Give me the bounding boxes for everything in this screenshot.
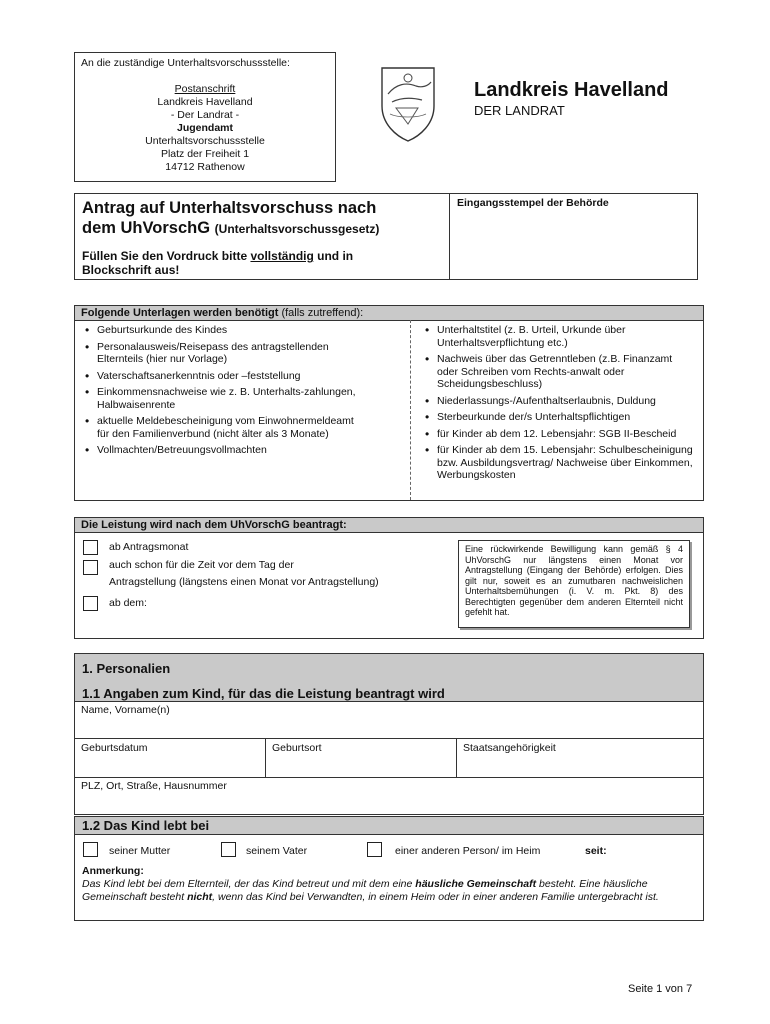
stamp-box [449, 193, 698, 280]
documents-heading-bold: Folgende Unterlagen werden benötigt [81, 307, 279, 319]
coat-of-arms-icon [378, 64, 438, 144]
address-lines [75, 83, 335, 174]
instr-post: und in [313, 249, 354, 263]
list-item: • aktuelle Meldebescheinigung vom Einwohnermeldeamt für den Familienverbund (nicht älter als 3 Monate) [85, 415, 360, 440]
list-item: • Unterhaltstitel (z. B. Urteil, Urkunde über Unterhaltsverpflichtung etc.) [425, 324, 695, 349]
form-title-line1: Antrag auf Unterhaltsvorschuss nach [82, 199, 377, 217]
nationality-label: Staatsangehörigkeit [463, 742, 556, 754]
instr-underline: vollständig [250, 249, 314, 263]
list-item: • Geburtsurkunde des Kindes [85, 324, 360, 337]
label-andere-person: einer anderen Person/ im Heim [395, 845, 541, 857]
documents-heading-normal: (falls zutreffend): [278, 307, 364, 319]
list-item: • Vaterschaftsanerkenntnis oder –feststellung [85, 370, 360, 383]
label-vater: seinem Vater [246, 845, 308, 857]
address-line-postanschrift: Postanschrift [174, 83, 236, 95]
list-item: • für Kinder ab dem 15. Lebensjahr: Schulbescheinigung bzw. Ausbildungsvertrag/ Nachweise über Einkommen, Werbungskosten [425, 444, 695, 482]
note-text [82, 878, 697, 903]
leistung-header: Die Leistung wird nach dem UhVorschG beantragt: [74, 517, 704, 533]
title-box [74, 193, 450, 280]
note-bold-1: häusliche Gemeinschaft [415, 878, 537, 890]
documents-header [74, 305, 704, 321]
label-mutter: seiner Mutter [109, 845, 171, 857]
address-heading: An die zuständige Unterhaltsvorschussstelle: [81, 57, 290, 69]
documents-left-list [85, 324, 360, 461]
name-field[interactable] [74, 701, 704, 739]
list-item: • Niederlassungs-/Aufenthaltserlaubnis, Duldung [425, 395, 695, 408]
stamp-label: Eingangsstempel der Behörde [457, 197, 609, 209]
birthplace-label: Geburtsort [272, 742, 322, 754]
list-item: • Nachweis über das Getrenntleben (z.B. Finanzamt oder Schreiben vom Rechts-anwalt oder Scheidungsbeschluss) [425, 353, 695, 391]
label-rueckwirkend-b: Antragstellung (längstens einen Monat vor Antragstellung) [109, 576, 379, 588]
name-label: Name, Vorname(n) [81, 704, 170, 716]
note-heading: Anmerkung: [82, 865, 144, 877]
label-seit: seit: [585, 845, 607, 857]
address-line-landkreis: Landkreis Havelland [157, 96, 253, 108]
list-item: • Einkommensnachweise wie z. B. Unterhalts-zahlungen, Halbwaisenrente [85, 386, 360, 411]
personalien-heading: 1. Personalien [82, 661, 171, 676]
address-label: PLZ, Ort, Straße, Hausnummer [81, 780, 227, 792]
form-title-act-full: (Unterhaltsvorschussgesetz) [214, 222, 380, 236]
birthdate-field[interactable] [74, 738, 266, 778]
instr-line2: Blockschrift aus! [82, 263, 180, 277]
form-title [82, 198, 379, 239]
address-line-landrat: - Der Landrat - [170, 109, 240, 121]
authority-sub: DER LANDRAT [474, 103, 565, 118]
note-bold-2: nicht [187, 890, 213, 903]
address-box [74, 52, 336, 182]
list-item: • Vollmachten/Betreuungsvollmachten [85, 444, 360, 457]
instr-pre: Füllen Sie den Vordruck bitte [82, 249, 251, 263]
address-line-jugendamt: Jugendamt [176, 122, 233, 134]
leistung-box [74, 532, 704, 639]
label-rueckwirkend-a: auch schon für die Zeit vor dem Tag der [109, 559, 294, 571]
list-item: • Sterbeurkunde der/s Unterhaltspflichtigen [425, 411, 695, 424]
form-title-act: dem UhVorschG [82, 219, 211, 237]
checkbox-vater[interactable] [221, 842, 236, 857]
label-ab-antragsmonat: ab Antragsmonat [109, 541, 189, 553]
documents-right-list [425, 324, 695, 486]
birthplace-field[interactable] [265, 738, 457, 778]
list-item: • Personalausweis/Reisepass des antragstellenden Elternteils (hier nur Vorlage) [85, 341, 360, 366]
address-line-stelle: Unterhaltsvorschussstelle [145, 135, 265, 147]
form-instruction [82, 249, 353, 277]
checkbox-mutter[interactable] [83, 842, 98, 857]
birthdate-label: Geburtsdatum [81, 742, 148, 754]
checkbox-ab-dem[interactable] [83, 596, 98, 611]
retro-note: Eine rückwirkende Bewilligung kann gemäß § 4 UhVorschG nur längstens einen Monat vor Antragstellung (Eingang der Behörde) erfolgen. Dies gilt nur, soweit es an zumutbaren nachweislichen Unterhaltsbemühungen (i. V. m. Pkt. 8) des Berechtigten gegenüber dem anderen Elternteil nicht gefehlt hat. [458, 540, 690, 628]
checkbox-rueckwirkend[interactable] [83, 560, 98, 575]
note-text-1: Das Kind lebt bei dem Elternteil, der das Kind betreut und mit dem eine [82, 878, 416, 890]
page-number: Seite 1 von 7 [628, 983, 693, 995]
note-text-3: , wenn das Kind bei Verwandten, in einem Heim oder in einer anderen Familie untergebracht ist. [212, 890, 659, 903]
authority-name: Landkreis Havelland [474, 79, 669, 101]
checkbox-andere-person[interactable] [367, 842, 382, 857]
address-line-city: 14712 Rathenow [165, 161, 245, 173]
personalien-subheading: 1.1 Angaben zum Kind, für das die Leistung beantragt wird [82, 686, 445, 701]
kind-lebt-box [74, 834, 704, 921]
personalien-header [74, 653, 704, 702]
nationality-field[interactable] [456, 738, 704, 778]
address-field[interactable] [74, 777, 704, 815]
label-ab-dem: ab dem: [109, 597, 147, 609]
list-item: • für Kinder ab dem 12. Lebensjahr: SGB II-Bescheid [425, 428, 695, 441]
checkbox-ab-antragsmonat[interactable] [83, 540, 98, 555]
note-text-2: besteht. Eine häusliche Gemeinschaft besteht [82, 878, 648, 903]
kind-lebt-header: 1.2 Das Kind lebt bei [74, 816, 704, 835]
form-title-line2 [82, 218, 379, 239]
address-line-street: Platz der Freiheit 1 [160, 148, 250, 160]
documents-divider [410, 320, 411, 500]
documents-box [74, 320, 704, 501]
